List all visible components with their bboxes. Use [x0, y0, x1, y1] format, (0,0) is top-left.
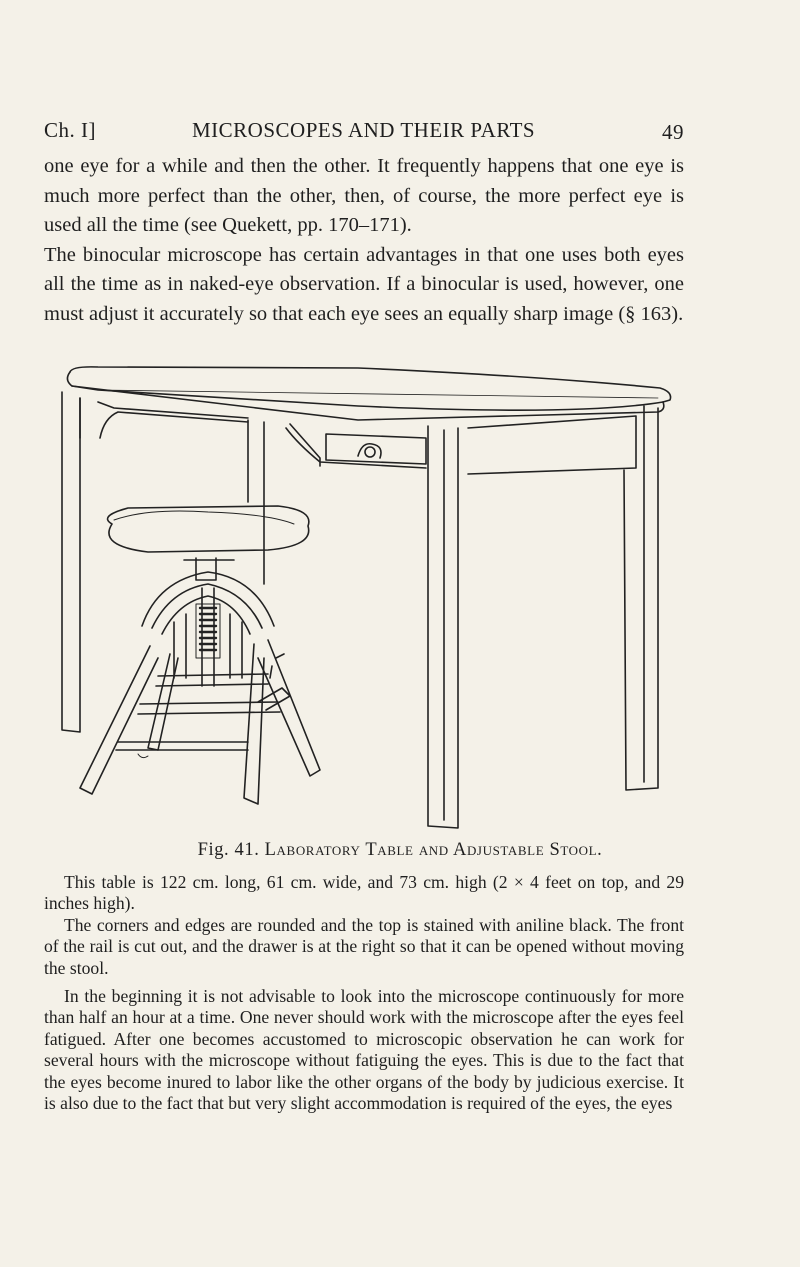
page-number: 49 — [662, 120, 684, 144]
figure-description — [44, 872, 684, 979]
chapter-label: Ch. I] — [44, 118, 96, 142]
figure-illustration — [58, 358, 683, 838]
table-drawer — [326, 434, 426, 464]
figure-note-1: This table is 122 cm. long, 61 cm. wide, and 73 cm. high (2 × 4 feet on top, and 29 inches high). — [44, 872, 684, 914]
closing-paragraph: In the beginning it is not advisable to look into the microscope continuously for more than half an hour at a time. One never should work with the microscope after the eyes feel fatigued. After one becomes accustomed to microscopic observation he can work for several hours with the microscope without fatiguing the eyes. This is due to the fact that the eyes become inured to labor like the other organs of the body by judicious exercise. It is also due to the fact that but very slight accommodation is required of the eyes, the eyes — [44, 986, 684, 1114]
running-title: MICROSCOPES AND THEIR PARTS — [192, 118, 536, 142]
body-paragraph-2: The binocular microscope has certain advantages in that one uses both eyes all the time as in naked-eye observation. If a binocular is used, however, one must adjust it accurately so that each eye sees an equally sharp image (§ 163). — [44, 243, 684, 325]
closing-text — [44, 986, 684, 1114]
body-text — [44, 152, 684, 330]
stool-legs — [80, 640, 320, 804]
body-paragraph-1: one eye for a while and then the other. It frequently happens that one eye is much more perfect than the other, then, of course, the more perfect eye is used all the time (see Quekett, pp. 170–171). — [44, 155, 684, 237]
running-head — [44, 118, 684, 148]
figure-caption — [0, 840, 800, 861]
stool-seat — [108, 506, 309, 552]
figure-note-2: The corners and edges are rounded and the top is stained with aniline black. The front of the rail is cut out, and the drawer is at the right so that it can be opened without moving the stool. — [44, 914, 684, 978]
table-and-stool-drawing — [58, 358, 683, 838]
figure-title: Laboratory Table and Adjustable Stool. — [264, 840, 603, 860]
figure-label: Fig. 41. — [197, 840, 260, 860]
table-legs — [62, 392, 658, 828]
stool-column — [184, 558, 234, 686]
